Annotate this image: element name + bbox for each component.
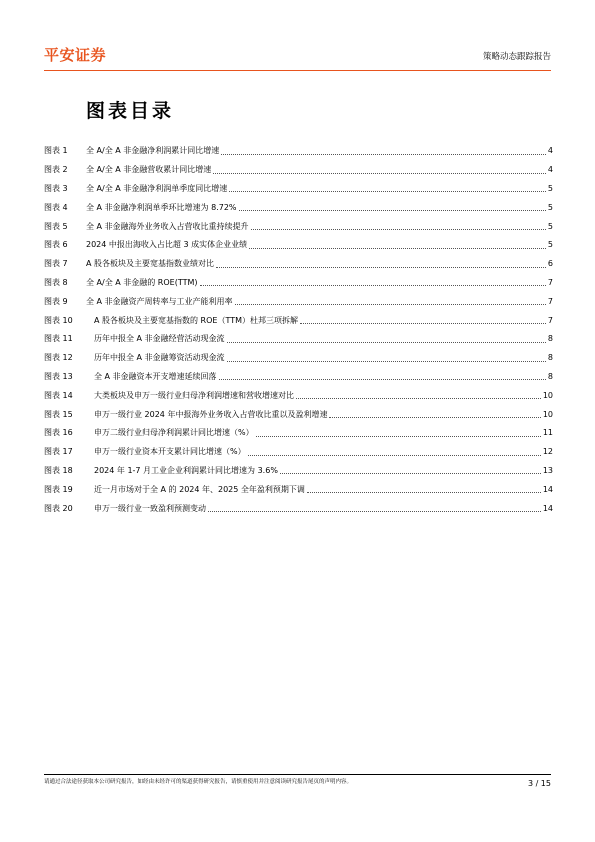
toc-dot-leader — [329, 417, 540, 418]
toc-entry-label: 图表 10 — [44, 315, 73, 325]
toc-dot-leader — [200, 285, 546, 286]
toc-entry-page[interactable]: 5 — [547, 183, 553, 193]
toc-entry[interactable] — [44, 386, 553, 405]
toc-entry-title[interactable]: 历年中报全 A 非金融筹资活动现金流 — [94, 353, 225, 363]
toc-entry[interactable] — [44, 499, 553, 518]
toc-entry[interactable] — [44, 198, 553, 217]
toc-entry-title[interactable]: 全 A/全 A 非金融营收累计同比增速 — [86, 165, 212, 175]
toc-entry-label: 图表 14 — [44, 390, 73, 400]
toc-entry[interactable] — [44, 161, 553, 180]
page-number: 3 / 15 — [527, 779, 551, 788]
toc-entry-page[interactable]: 10 — [542, 390, 553, 400]
toc-entry-title[interactable]: A 股各板块及主要宽基指数业绩对比 — [86, 259, 215, 269]
toc-entry[interactable] — [44, 330, 553, 349]
toc-entry-title[interactable]: 全 A 非金融资产周转率与工业产能利用率 — [86, 296, 233, 306]
toc-entry-page[interactable]: 10 — [542, 409, 553, 419]
toc-entry-page[interactable]: 8 — [547, 371, 553, 381]
toc-entry[interactable] — [44, 443, 553, 462]
toc-entry[interactable] — [44, 480, 553, 499]
toc-entry-label: 图表 6 — [44, 240, 68, 250]
toc-entry-page[interactable]: 8 — [547, 334, 553, 344]
toc-entry[interactable] — [44, 217, 553, 236]
table-of-figures — [44, 142, 553, 518]
toc-entry-page[interactable]: 4 — [547, 146, 553, 156]
toc-dot-leader — [208, 511, 541, 512]
header-divider — [44, 70, 551, 71]
toc-entry-page[interactable]: 14 — [542, 503, 553, 513]
toc-entry[interactable] — [44, 311, 553, 330]
toc-entry-title[interactable]: 全 A 非金融资本开支增速延续回落 — [94, 371, 217, 381]
toc-title: 图表目录 — [86, 100, 175, 122]
toc-entry[interactable] — [44, 142, 553, 161]
toc-entry-title[interactable]: 2024 年 1-7 月工业企业利润累计同比增速为 3.6% — [94, 465, 278, 475]
toc-entry-page[interactable]: 11 — [542, 428, 553, 438]
toc-dot-leader — [239, 210, 546, 211]
toc-entry-label: 图表 3 — [44, 183, 68, 193]
toc-entry-page[interactable]: 13 — [542, 465, 553, 475]
toc-entry[interactable] — [44, 180, 553, 199]
toc-entry-title[interactable]: 申万一级行业资本开支累计同比增速（%） — [94, 447, 246, 457]
toc-entry-label: 图表 4 — [44, 202, 68, 212]
toc-entry-title[interactable]: 历年中报全 A 非金融经营活动现金流 — [94, 334, 225, 344]
toc-entry-title[interactable]: 大类板块及申万一级行业归母净利润增速和营收增速对比 — [94, 390, 294, 400]
toc-entry[interactable] — [44, 292, 553, 311]
toc-entry-title[interactable]: A 股各板块及主要宽基指数的 ROE（TTM）杜邦三项拆解 — [94, 315, 299, 325]
toc-entry-label: 图表 9 — [44, 296, 68, 306]
toc-entry-label: 图表 8 — [44, 277, 68, 287]
toc-entry-title[interactable]: 全 A 非金融海外业务收入占营收比重持续提升 — [86, 221, 249, 231]
toc-dot-leader — [249, 248, 546, 249]
toc-dot-leader — [227, 342, 546, 343]
toc-dot-leader — [296, 398, 541, 399]
toc-entry-label: 图表 7 — [44, 259, 68, 269]
toc-entry[interactable] — [44, 424, 553, 443]
toc-entry-label: 图表 18 — [44, 465, 73, 475]
toc-entry-page[interactable]: 7 — [547, 296, 553, 306]
toc-dot-leader — [248, 455, 541, 456]
toc-entry-label: 图表 17 — [44, 447, 73, 457]
toc-entry[interactable] — [44, 405, 553, 424]
toc-entry[interactable] — [44, 255, 553, 274]
toc-entry-page[interactable]: 12 — [542, 447, 553, 457]
toc-entry-page[interactable]: 5 — [547, 221, 553, 231]
toc-entry-label: 图表 1 — [44, 146, 68, 156]
toc-entry-label: 图表 2 — [44, 165, 68, 175]
toc-entry[interactable] — [44, 462, 553, 481]
toc-entry[interactable] — [44, 368, 553, 387]
toc-entry-page[interactable]: 5 — [547, 240, 553, 250]
toc-entry-title[interactable]: 2024 中报出海收入占比超 3 成实体企业业绩 — [86, 240, 248, 250]
toc-entry-label: 图表 13 — [44, 371, 73, 381]
company-logo: 平安证券 — [44, 46, 107, 64]
toc-entry-label: 图表 15 — [44, 409, 73, 419]
toc-dot-leader — [235, 304, 546, 305]
toc-entry-title[interactable]: 申万一级行业一致盈利预测变动 — [94, 503, 206, 513]
report-type-label: 策略动态跟踪报告 — [482, 52, 551, 62]
toc-entry-title[interactable]: 申万二级行业归母净利润累计同比增速（%） — [94, 428, 254, 438]
toc-entry-label: 图表 11 — [44, 334, 73, 344]
toc-entry-title[interactable]: 申万一级行业 2024 年中报海外业务收入占营收比重以及盈利增速 — [94, 409, 328, 419]
toc-dot-leader — [280, 473, 541, 474]
toc-entry-page[interactable]: 8 — [547, 353, 553, 363]
toc-entry-title[interactable]: 全 A/全 A 非金融净利润累计同比增速 — [86, 146, 220, 156]
toc-entry-label: 图表 19 — [44, 484, 73, 494]
toc-dot-leader — [216, 267, 546, 268]
toc-entry-title[interactable]: 全 A/全 A 非金融的 ROE(TTM) — [86, 277, 198, 287]
toc-dot-leader — [256, 436, 541, 437]
toc-entry-page[interactable]: 7 — [547, 315, 553, 325]
toc-dot-leader — [219, 379, 546, 380]
footer-divider — [44, 774, 551, 775]
toc-dot-leader — [300, 323, 546, 324]
toc-entry-label: 图表 12 — [44, 353, 73, 363]
toc-entry-label: 图表 20 — [44, 503, 73, 513]
footer-disclaimer: 请通过合法途径获取本公司研究报告，如经由未经许可的渠道获得研究报告，请慎重使用并注意阅读研究报告尾页的声明内容。 — [44, 779, 353, 785]
toc-entry[interactable] — [44, 349, 553, 368]
toc-entry-page[interactable]: 4 — [547, 165, 553, 175]
toc-entry-label: 图表 16 — [44, 428, 73, 438]
toc-entry-title[interactable]: 全 A/全 A 非金融净利润单季度同比增速 — [86, 183, 228, 193]
toc-entry[interactable] — [44, 274, 553, 293]
toc-entry-page[interactable]: 5 — [547, 202, 553, 212]
toc-dot-leader — [229, 191, 546, 192]
toc-entry-title[interactable]: 全 A 非金融净利润单季环比增速为 8.72% — [86, 202, 237, 212]
toc-entry-label: 图表 5 — [44, 221, 68, 231]
toc-entry-page[interactable]: 14 — [542, 484, 553, 494]
toc-entry[interactable] — [44, 236, 553, 255]
toc-dot-leader — [227, 361, 546, 362]
toc-entry-page[interactable]: 6 — [547, 259, 553, 269]
toc-dot-leader — [307, 492, 541, 493]
toc-entry-title[interactable]: 近一月市场对于全 A 的 2024 年、2025 全年盈利预期下调 — [94, 484, 305, 494]
toc-dot-leader — [221, 154, 546, 155]
toc-dot-leader — [213, 173, 546, 174]
toc-entry-page[interactable]: 7 — [547, 277, 553, 287]
toc-dot-leader — [251, 229, 546, 230]
